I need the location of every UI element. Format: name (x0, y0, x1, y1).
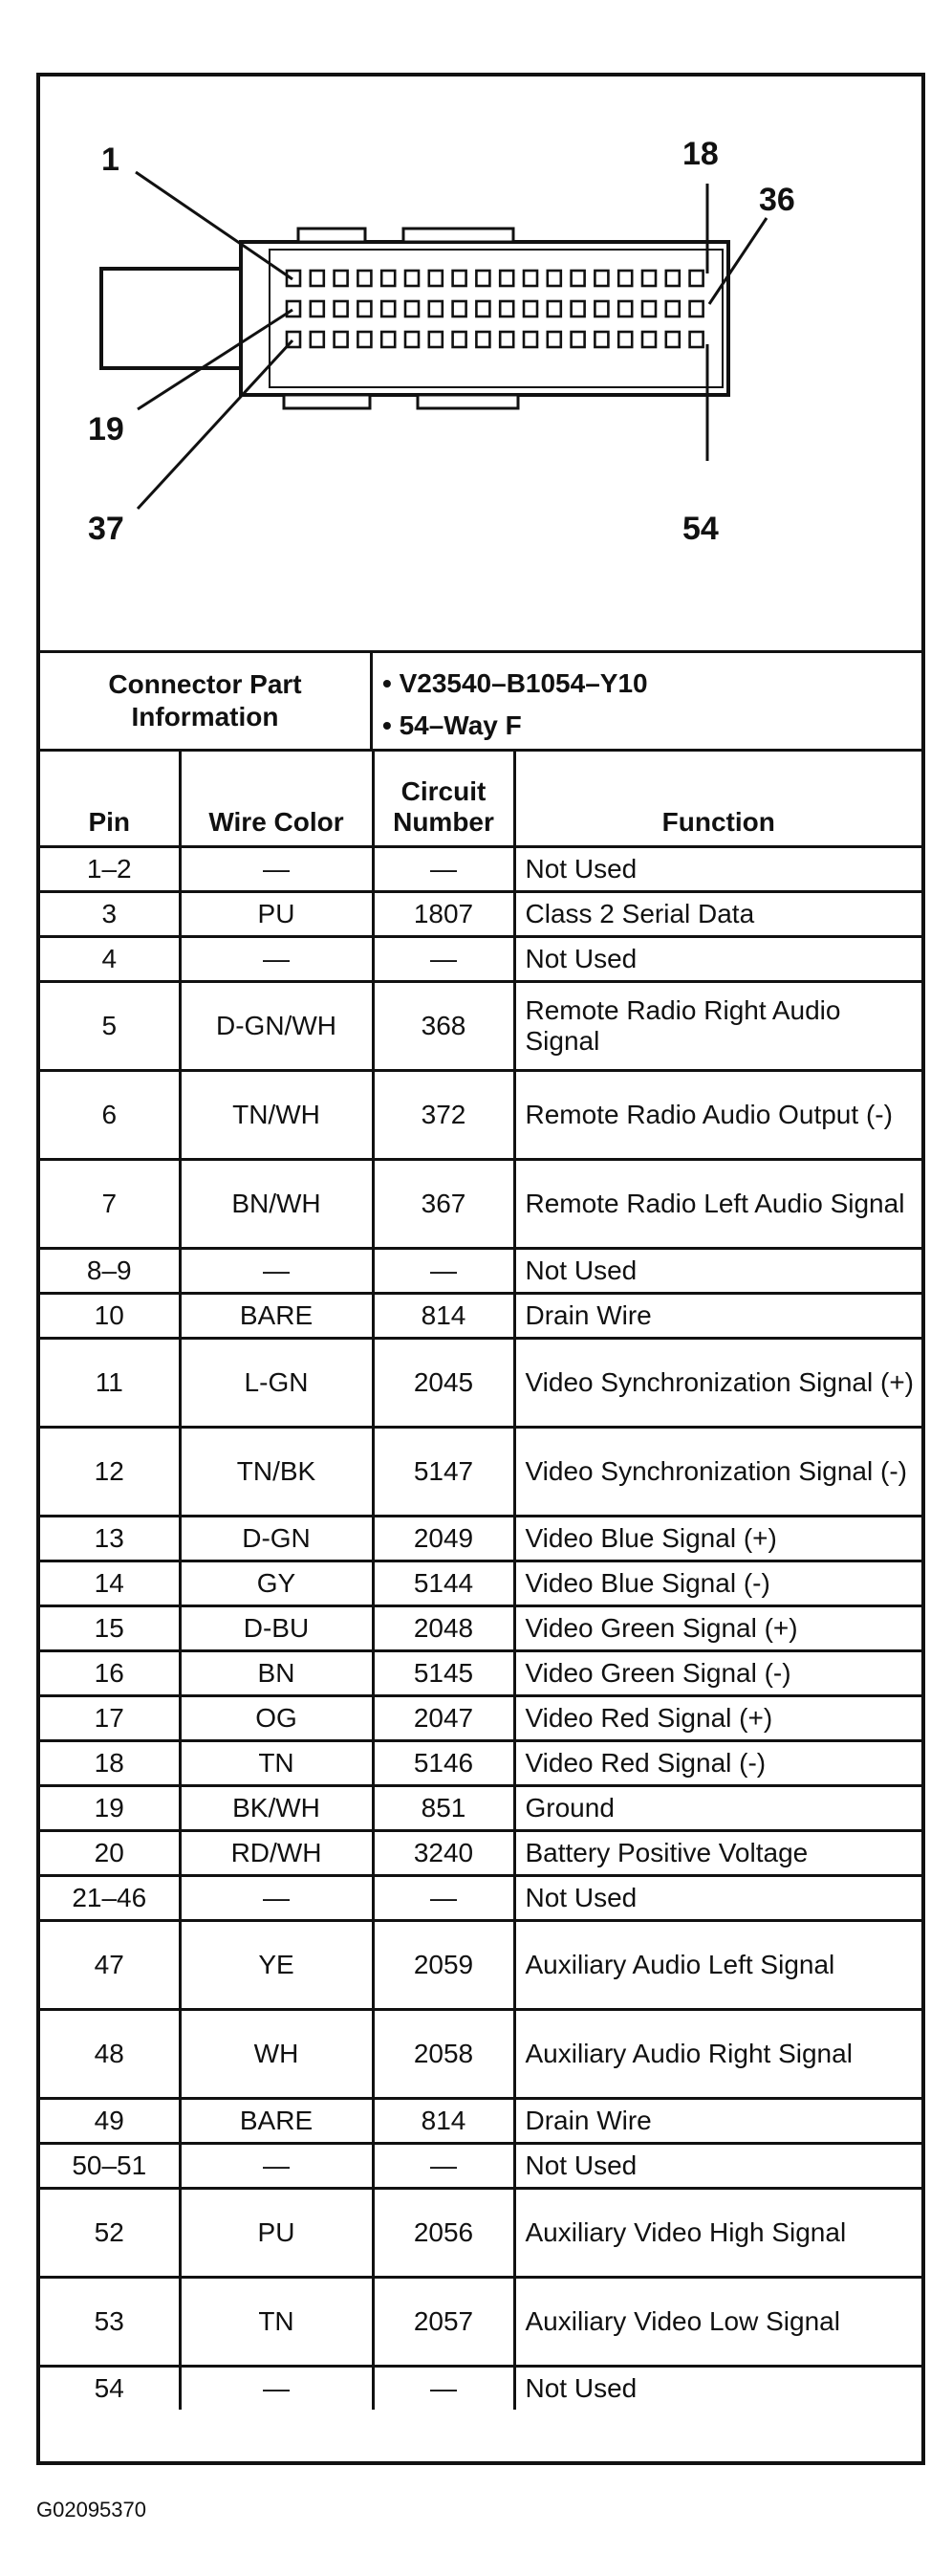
cell-function: Ground (514, 1786, 921, 1831)
table-row (40, 1517, 921, 1561)
table-row (40, 1160, 921, 1249)
table-row (40, 1786, 921, 1831)
cell-circuit-number: — (373, 1249, 514, 1294)
cell-pin: 5 (40, 982, 180, 1071)
cell-wire-color: BK/WH (180, 1786, 373, 1831)
header-pin: Pin (40, 752, 180, 847)
cell-circuit-number: 5144 (373, 1561, 514, 1606)
cell-circuit-number: 367 (373, 1160, 514, 1249)
cell-function: Not Used (514, 1876, 921, 1921)
connector-type: • 54–Way F (382, 710, 522, 740)
cell-circuit-number: 814 (373, 1294, 514, 1339)
cell-circuit-number: — (373, 847, 514, 892)
table-row (40, 2367, 921, 2411)
cell-pin: 18 (40, 1741, 180, 1786)
cell-pin: 47 (40, 1921, 180, 2010)
cell-pin: 10 (40, 1294, 180, 1339)
table-row (40, 1428, 921, 1517)
table-row (40, 1071, 921, 1160)
header-function: Function (514, 752, 921, 847)
cell-pin: 52 (40, 2189, 180, 2278)
cell-circuit-number: 2045 (373, 1339, 514, 1428)
table-row (40, 1876, 921, 1921)
cell-function: Remote Radio Left Audio Signal (514, 1160, 921, 1249)
connector-latch (101, 269, 262, 368)
cell-function: Video Blue Signal (-) (514, 1561, 921, 1606)
connector-key-top-left (298, 229, 365, 242)
cell-function: Auxiliary Video High Signal (514, 2189, 921, 2278)
cell-circuit-number: 1807 (373, 892, 514, 937)
pinout-table-body (40, 847, 921, 2411)
cell-function: Not Used (514, 2144, 921, 2189)
cell-circuit-number: 3240 (373, 1831, 514, 1876)
connector-part-information-values (382, 663, 648, 747)
cell-wire-color: L-GN (180, 1339, 373, 1428)
table-row (40, 1339, 921, 1428)
cell-function: Video Blue Signal (+) (514, 1517, 921, 1561)
pin-label-36: 36 (759, 182, 795, 218)
cell-wire-color: TN/BK (180, 1428, 373, 1517)
pin-label-37: 37 (88, 511, 124, 547)
table-row (40, 892, 921, 937)
cell-wire-color: — (180, 1876, 373, 1921)
cell-pin: 20 (40, 1831, 180, 1876)
cell-function: Remote Radio Audio Output (-) (514, 1071, 921, 1160)
table-row (40, 2144, 921, 2189)
table-row (40, 2099, 921, 2144)
figure-id: G02095370 (36, 2498, 146, 2521)
cell-function: Drain Wire (514, 1294, 921, 1339)
table-row (40, 1249, 921, 1294)
cell-wire-color: D-GN/WH (180, 982, 373, 1071)
table-row (40, 1294, 921, 1339)
pin-label-18: 18 (682, 136, 719, 172)
cell-wire-color: RD/WH (180, 1831, 373, 1876)
cell-wire-color: — (180, 2144, 373, 2189)
cell-pin: 19 (40, 1786, 180, 1831)
table-row (40, 2278, 921, 2367)
cell-circuit-number: 2056 (373, 2189, 514, 2278)
table-row (40, 1561, 921, 1606)
cell-circuit-number: 2058 (373, 2010, 514, 2099)
connector-key-bottom-left (284, 395, 370, 408)
cell-pin: 17 (40, 1696, 180, 1741)
connector-part-information (40, 650, 921, 752)
cell-function: Not Used (514, 1249, 921, 1294)
cell-wire-color: — (180, 937, 373, 982)
cell-pin: 8–9 (40, 1249, 180, 1294)
cell-wire-color: BN (180, 1651, 373, 1696)
cell-circuit-number: 814 (373, 2099, 514, 2144)
cell-pin: 50–51 (40, 2144, 180, 2189)
cell-circuit-number: 2047 (373, 1696, 514, 1741)
cell-function: Auxiliary Audio Right Signal (514, 2010, 921, 2099)
cell-wire-color: BARE (180, 1294, 373, 1339)
cell-pin: 13 (40, 1517, 180, 1561)
cell-pin: 49 (40, 2099, 180, 2144)
cell-pin: 1–2 (40, 847, 180, 892)
table-row (40, 1831, 921, 1876)
cell-pin: 21–46 (40, 1876, 180, 1921)
connector-face-drawing (40, 76, 921, 650)
cell-function: Video Green Signal (+) (514, 1606, 921, 1651)
cell-circuit-number: 2057 (373, 2278, 514, 2367)
cell-wire-color: D-BU (180, 1606, 373, 1651)
cell-circuit-number: — (373, 2367, 514, 2411)
table-row (40, 847, 921, 892)
cell-circuit-number: 2049 (373, 1517, 514, 1561)
cell-pin: 12 (40, 1428, 180, 1517)
cell-pin: 54 (40, 2367, 180, 2411)
cell-circuit-number: — (373, 2144, 514, 2189)
connector-key-bottom-center (418, 395, 518, 408)
cell-pin: 53 (40, 2278, 180, 2367)
cell-circuit-number: — (373, 937, 514, 982)
cell-pin: 15 (40, 1606, 180, 1651)
connector-sheet (36, 73, 925, 2465)
table-row (40, 2010, 921, 2099)
cell-pin: 16 (40, 1651, 180, 1696)
cell-function: Video Red Signal (-) (514, 1741, 921, 1786)
cell-wire-color: — (180, 1249, 373, 1294)
cell-function: Not Used (514, 2367, 921, 2411)
cell-function: Video Synchronization Signal (+) (514, 1339, 921, 1428)
pinout-table (40, 752, 921, 2410)
cell-wire-color: GY (180, 1561, 373, 1606)
cell-pin: 14 (40, 1561, 180, 1606)
cell-wire-color: BARE (180, 2099, 373, 2144)
cell-wire-color: PU (180, 2189, 373, 2278)
pinout-table-header (40, 752, 921, 847)
pin-label-54: 54 (682, 511, 719, 547)
cell-wire-color: TN (180, 1741, 373, 1786)
header-circuit-number: Circuit Number (373, 752, 514, 847)
leader-line-pin-37 (138, 340, 292, 509)
cell-function: Video Synchronization Signal (-) (514, 1428, 921, 1517)
cell-wire-color: OG (180, 1696, 373, 1741)
table-row (40, 1606, 921, 1651)
cell-wire-color: — (180, 2367, 373, 2411)
cell-circuit-number: 5146 (373, 1741, 514, 1786)
cell-wire-color: WH (180, 2010, 373, 2099)
cell-circuit-number: 368 (373, 982, 514, 1071)
cell-circuit-number: 372 (373, 1071, 514, 1160)
cell-wire-color: BN/WH (180, 1160, 373, 1249)
cell-function: Drain Wire (514, 2099, 921, 2144)
connector-part-number: • V23540–B1054–Y10 (382, 668, 648, 698)
table-row (40, 937, 921, 982)
table-row (40, 1696, 921, 1741)
cell-function: Auxiliary Video Low Signal (514, 2278, 921, 2367)
cell-circuit-number: 851 (373, 1786, 514, 1831)
cell-function: Video Green Signal (-) (514, 1651, 921, 1696)
cell-circuit-number: — (373, 1876, 514, 1921)
cell-pin: 3 (40, 892, 180, 937)
cell-function: Remote Radio Right Audio Signal (514, 982, 921, 1071)
cell-function: Video Red Signal (+) (514, 1696, 921, 1741)
cell-pin: 6 (40, 1071, 180, 1160)
cell-wire-color: — (180, 847, 373, 892)
cell-wire-color: PU (180, 892, 373, 937)
cell-pin: 11 (40, 1339, 180, 1428)
table-row (40, 2189, 921, 2278)
cell-circuit-number: 5147 (373, 1428, 514, 1517)
connector-part-information-label: Connector Part Information (40, 653, 373, 749)
table-row (40, 1921, 921, 2010)
cell-function: Class 2 Serial Data (514, 892, 921, 937)
cell-function: Not Used (514, 847, 921, 892)
cell-pin: 7 (40, 1160, 180, 1249)
cell-circuit-number: 2048 (373, 1606, 514, 1651)
cell-function: Battery Positive Voltage (514, 1831, 921, 1876)
table-row (40, 982, 921, 1071)
cell-wire-color: TN/WH (180, 1071, 373, 1160)
table-row (40, 1741, 921, 1786)
cell-wire-color: D-GN (180, 1517, 373, 1561)
pin-label-1: 1 (101, 142, 119, 178)
connector-body (241, 242, 728, 395)
connector-key-top-center (403, 229, 513, 242)
leader-line-pin-1 (136, 172, 292, 279)
table-row (40, 1651, 921, 1696)
cell-wire-color: YE (180, 1921, 373, 2010)
pin-label-19: 19 (88, 411, 124, 448)
cell-pin: 4 (40, 937, 180, 982)
cell-function: Auxiliary Audio Left Signal (514, 1921, 921, 2010)
connector-diagram (40, 76, 921, 650)
cell-pin: 48 (40, 2010, 180, 2099)
cell-wire-color: TN (180, 2278, 373, 2367)
cell-circuit-number: 5145 (373, 1651, 514, 1696)
header-wire-color: Wire Color (180, 752, 373, 847)
cell-circuit-number: 2059 (373, 1921, 514, 2010)
cell-function: Not Used (514, 937, 921, 982)
